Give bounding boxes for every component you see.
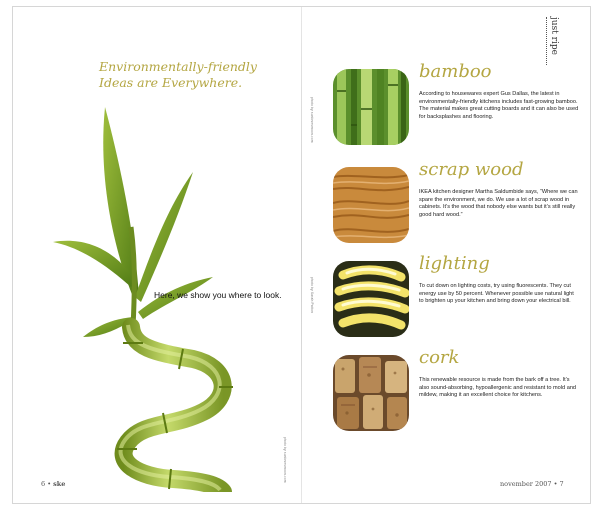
item-text: According to housewares expert Gus Dallas, the latest in environmentally-friendly kitchens includes fast-growing bamboo. The material makes great cutting boards and it can also be used for backsplashes and flooring. — [419, 91, 579, 120]
item-title: cork — [419, 347, 460, 368]
headline-line-2: Ideas are Everywhere. — [99, 75, 243, 90]
page-folio-right — [500, 480, 564, 488]
item-lighting — [322, 253, 584, 343]
right-page — [302, 7, 590, 503]
item-title: bamboo — [419, 61, 492, 82]
magazine-spread — [12, 6, 591, 504]
page-folio-left — [41, 480, 65, 488]
wood-photo — [333, 167, 409, 243]
bamboo-photo — [333, 69, 409, 145]
folio-separator: • — [553, 480, 558, 488]
item-title: lighting — [419, 253, 490, 274]
fluorescent-bulb-photo — [333, 261, 409, 337]
left-page — [13, 7, 301, 503]
folio-page-number: 7 — [559, 480, 564, 488]
folio-mark: ske — [53, 480, 66, 488]
page-tagline: Here, we show you where to look. — [154, 290, 282, 300]
photo-credit: photo by sunlovesmoon.com — [283, 437, 287, 483]
folio-separator: • — [47, 480, 52, 488]
folio-issue: november 2007 — [500, 480, 552, 488]
item-cork — [322, 347, 584, 437]
item-text: To cut down on lighting costs, try using fluorescents. They cut energy use by 50 percent. Whenever possible use natural light to brighten up your kitchen and bring down your electrical bill. — [419, 283, 574, 305]
headline-line-1: Environmentally-friendly — [99, 59, 257, 74]
section-tab-rule — [546, 17, 548, 65]
item-text: IKEA kitchen designer Martha Saldumbide says, “Where we can spare the environment, we do. We use a lot of scrap wood in cabinets. It’s the wood that nobody else wants but it’s still really good hard wood.” — [419, 189, 578, 218]
folio-page-number: 6 — [41, 480, 46, 488]
item-scrap-wood — [322, 159, 584, 249]
cork-photo — [333, 355, 409, 431]
photo-credit-top: photo by sunlovesmoon.com — [310, 97, 314, 143]
photo-credit-mid: photo by Sarah Patton — [310, 277, 314, 313]
item-bamboo — [322, 61, 584, 151]
section-tab: just ripe — [549, 17, 559, 55]
item-text: This renewable resource is made from the bark off a tree. It’s also sound-absorbing, hypoallergenic and resistant to mold and mildew, making it an excellent choice for kitchens. — [419, 377, 577, 399]
page-headline — [99, 59, 299, 91]
item-title: scrap wood — [419, 159, 524, 180]
